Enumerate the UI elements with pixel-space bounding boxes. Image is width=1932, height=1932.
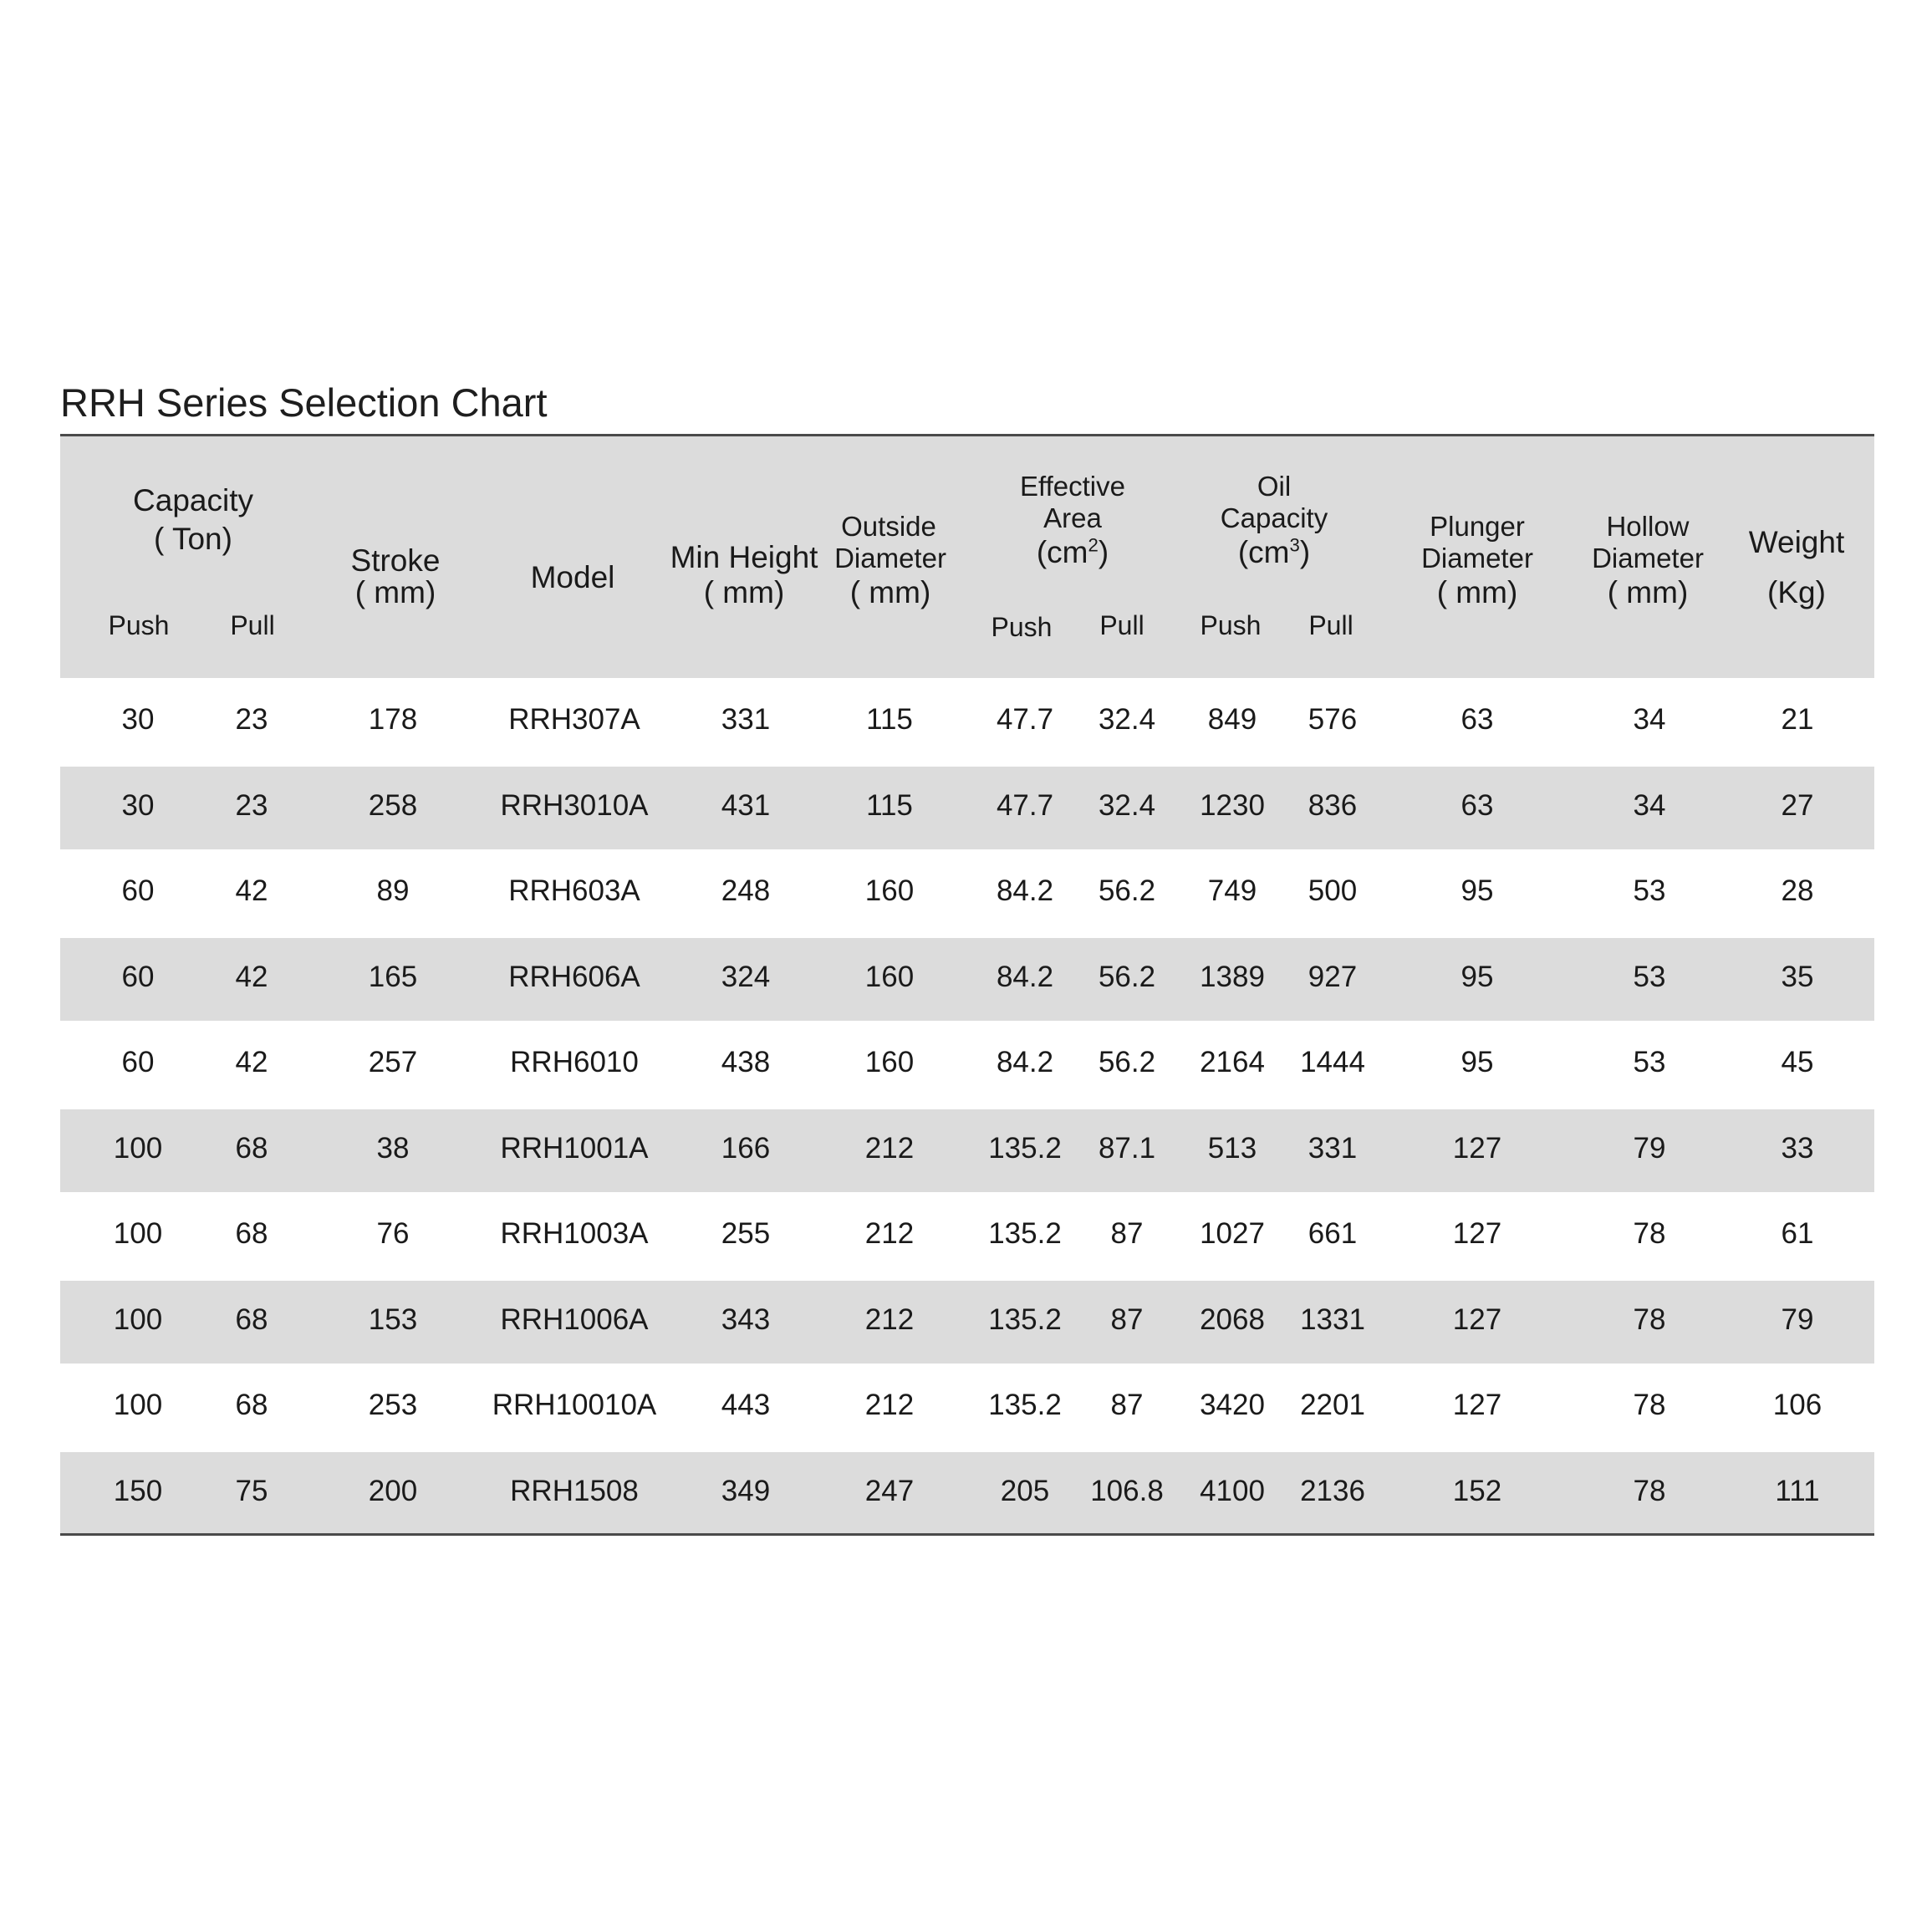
cell-area-push: 47.7: [996, 703, 1054, 736]
cell-area-push: 84.2: [996, 960, 1054, 993]
cell-outside: 115: [866, 703, 913, 736]
header-plunger: Plunger: [1430, 511, 1525, 542]
cell-oil-push: 1027: [1200, 1217, 1265, 1250]
cell-area-pull: 87: [1110, 1217, 1144, 1250]
cell-area-pull: 32.4: [1098, 788, 1156, 822]
cell-stroke: 178: [368, 703, 418, 736]
cell-model: RRH307A: [508, 703, 640, 736]
cell-min-height: 255: [721, 1217, 771, 1250]
cell-area-pull: 56.2: [1098, 1046, 1156, 1078]
cell-hollow: 78: [1633, 1389, 1666, 1421]
header-area-push: Push: [991, 612, 1053, 642]
table-row: [60, 1109, 1874, 1192]
cell-min-height: 331: [721, 703, 771, 736]
table-row: [60, 1021, 1874, 1107]
cell-stroke: 165: [368, 960, 418, 993]
cell-oil-push: 513: [1207, 1131, 1257, 1165]
cell-pull: 75: [235, 1474, 268, 1507]
cell-pull: 68: [235, 1217, 268, 1250]
header-capacity-unit: ( Ton): [154, 522, 232, 556]
table-header: [60, 436, 1874, 678]
cell-pull: 68: [235, 1302, 268, 1336]
cell-hollow: 78: [1633, 1302, 1666, 1336]
cell-oil-pull: 500: [1308, 874, 1358, 907]
cell-oil-push: 749: [1207, 874, 1257, 907]
cell-area-pull: 32.4: [1098, 703, 1156, 736]
header-capacity: Capacity: [133, 483, 253, 517]
cell-plunger: 95: [1460, 960, 1494, 993]
header-oil-push: Push: [1200, 610, 1262, 640]
cell-weight: 111: [1775, 1474, 1820, 1507]
cell-push: 150: [113, 1474, 163, 1507]
cell-oil-pull: 661: [1308, 1217, 1358, 1250]
cell-weight: 35: [1781, 960, 1814, 993]
cell-plunger: 127: [1452, 1389, 1502, 1421]
table-row: [60, 767, 1874, 849]
cell-pull: 42: [235, 874, 268, 907]
cell-area-push: 135.2: [988, 1217, 1062, 1250]
cell-weight: 33: [1781, 1131, 1814, 1165]
cell-plunger: 127: [1452, 1131, 1502, 1165]
cell-hollow: 78: [1633, 1474, 1666, 1507]
cell-oil-pull: 331: [1308, 1131, 1358, 1165]
cell-push: 100: [113, 1302, 163, 1336]
header-hollow-unit: ( mm): [1607, 575, 1689, 609]
cell-outside: 212: [864, 1217, 915, 1250]
cell-hollow: 34: [1633, 703, 1666, 736]
cell-outside: 160: [864, 1046, 915, 1078]
table-row: [60, 678, 1874, 764]
cell-area-pull: 56.2: [1098, 960, 1156, 993]
cell-area-pull: 87.1: [1098, 1131, 1156, 1165]
cell-area-pull: 87: [1110, 1302, 1144, 1336]
cell-push: 60: [121, 874, 155, 907]
cell-oil-push: 2068: [1200, 1302, 1265, 1336]
header-oil-unit: $(cm^3)$: [1237, 534, 1311, 569]
header-outside-diameter: Diameter: [834, 543, 946, 573]
cell-push: 60: [121, 960, 155, 993]
cell-weight: 21: [1781, 703, 1814, 736]
cell-stroke: 257: [368, 1046, 418, 1078]
cell-plunger: 127: [1452, 1217, 1502, 1250]
cell-oil-push: 4100: [1200, 1474, 1265, 1507]
cell-plunger: 127: [1452, 1302, 1502, 1336]
cell-outside: 247: [864, 1474, 915, 1507]
cell-push: 30: [121, 788, 155, 822]
cell-stroke: 153: [368, 1302, 418, 1336]
cell-model: RRH603A: [508, 874, 640, 907]
cell-oil-push: 1230: [1200, 788, 1265, 822]
cell-stroke: 258: [368, 788, 418, 822]
header-outside: Outside: [841, 511, 936, 542]
header-hollow: Hollow: [1606, 511, 1690, 542]
cell-oil-push: 2164: [1200, 1046, 1265, 1078]
cell-plunger: 63: [1460, 788, 1494, 822]
cell-area-push: 135.2: [988, 1131, 1062, 1165]
cell-weight: 79: [1781, 1302, 1814, 1336]
cell-weight: 106: [1772, 1389, 1822, 1421]
page-title: RRH Series Selection Chart: [60, 380, 548, 425]
cell-min-height: 443: [721, 1389, 771, 1421]
cell-pull: 23: [235, 788, 268, 822]
header-weight-unit: (Kg): [1767, 575, 1826, 609]
cell-push: 100: [113, 1389, 163, 1421]
cell-stroke: 76: [376, 1217, 410, 1250]
header-effective-unit: $(cm^2)$: [1036, 534, 1109, 569]
cell-model: RRH10010A: [492, 1389, 657, 1421]
cell-push: 60: [121, 1046, 155, 1078]
header-outside-unit: ( mm): [849, 575, 931, 609]
cell-outside: 212: [864, 1131, 915, 1165]
cell-min-height: 248: [721, 874, 771, 907]
cell-outside: 212: [864, 1302, 915, 1336]
header-stroke-unit: ( mm): [354, 575, 436, 609]
cell-oil-push: 1389: [1200, 960, 1265, 993]
header-hollow-diameter: Diameter: [1592, 543, 1704, 573]
cell-model: RRH1006A: [500, 1302, 649, 1336]
header-oil-capacity: Capacity: [1220, 502, 1328, 533]
cell-plunger: 63: [1460, 703, 1494, 736]
cell-hollow: 53: [1633, 1046, 1666, 1078]
header-min-height: Min Height: [670, 540, 818, 574]
cell-stroke: 89: [376, 874, 410, 907]
table-row: [60, 938, 1874, 1021]
header-oil-pull: Pull: [1308, 610, 1353, 640]
cell-oil-pull: 927: [1308, 960, 1358, 993]
cell-outside: 115: [866, 788, 913, 822]
header-capacity-push: Push: [108, 610, 170, 640]
cell-area-push: 205: [1000, 1474, 1050, 1507]
cell-plunger: 152: [1452, 1474, 1502, 1507]
cell-area-push: 135.2: [988, 1389, 1062, 1421]
table-bottom-rule: [60, 1533, 1874, 1536]
cell-hollow: 34: [1633, 788, 1666, 822]
cell-stroke: 200: [368, 1474, 418, 1507]
table-row: [60, 1452, 1874, 1535]
cell-oil-push: 3420: [1200, 1389, 1265, 1421]
cell-plunger: 95: [1460, 874, 1494, 907]
header-weight: Weight: [1748, 525, 1845, 559]
table-row: [60, 1364, 1874, 1450]
cell-model: RRH6010: [510, 1046, 639, 1078]
table-row: [60, 1192, 1874, 1278]
cell-outside: 160: [864, 960, 915, 993]
cell-outside: 212: [864, 1389, 915, 1421]
cell-hollow: 53: [1633, 960, 1666, 993]
cell-outside: 160: [864, 874, 915, 907]
header-stroke: Stroke: [350, 543, 441, 578]
cell-area-push: 135.2: [988, 1302, 1062, 1336]
cell-min-height: 349: [721, 1474, 771, 1507]
header-effective: Effective: [1020, 471, 1125, 502]
cell-model: RRH1001A: [500, 1131, 649, 1165]
cell-push: 30: [121, 703, 155, 736]
cell-oil-pull: 2201: [1300, 1389, 1365, 1421]
table-row: [60, 1281, 1874, 1364]
header-area-pull: Pull: [1099, 610, 1144, 640]
header-model: Model: [530, 560, 615, 594]
cell-area-pull: 56.2: [1098, 874, 1156, 907]
cell-oil-pull: 2136: [1300, 1474, 1365, 1507]
cell-hollow: 53: [1633, 874, 1666, 907]
cell-pull: 23: [235, 703, 268, 736]
cell-area-push: 84.2: [996, 874, 1054, 907]
cell-area-push: 84.2: [996, 1046, 1054, 1078]
header-capacity-pull: Pull: [230, 610, 275, 640]
cell-oil-pull: 1444: [1300, 1046, 1365, 1078]
header-oil: Oil: [1257, 471, 1292, 502]
cell-model: RRH1508: [510, 1474, 639, 1507]
cell-min-height: 343: [721, 1302, 771, 1336]
cell-oil-pull: 576: [1308, 703, 1358, 736]
cell-oil-push: 849: [1207, 703, 1257, 736]
cell-push: 100: [113, 1131, 163, 1165]
cell-min-height: 324: [721, 960, 771, 993]
cell-area-push: 47.7: [996, 788, 1054, 822]
cell-area-pull: 106.8: [1090, 1474, 1164, 1507]
cell-min-height: 438: [721, 1046, 771, 1078]
cell-hollow: 79: [1633, 1131, 1666, 1165]
header-plunger-diameter: Diameter: [1421, 543, 1533, 573]
cell-min-height: 166: [721, 1131, 771, 1165]
cell-push: 100: [113, 1217, 163, 1250]
cell-oil-pull: 1331: [1300, 1302, 1365, 1336]
cell-pull: 42: [235, 1046, 268, 1078]
cell-pull: 68: [235, 1389, 268, 1421]
header-min-height-unit: ( mm): [703, 575, 785, 609]
cell-pull: 68: [235, 1131, 268, 1165]
cell-model: RRH606A: [508, 960, 640, 993]
cell-area-pull: 87: [1110, 1389, 1144, 1421]
cell-min-height: 431: [721, 788, 771, 822]
cell-weight: 28: [1781, 874, 1814, 907]
cell-weight: 61: [1781, 1217, 1814, 1250]
cell-model: RRH1003A: [500, 1217, 649, 1250]
cell-pull: 42: [235, 960, 268, 993]
cell-stroke: 253: [368, 1389, 418, 1421]
cell-hollow: 78: [1633, 1217, 1666, 1250]
header-plunger-unit: ( mm): [1436, 575, 1518, 609]
cell-weight: 27: [1781, 788, 1814, 822]
cell-plunger: 95: [1460, 1046, 1494, 1078]
cell-stroke: 38: [376, 1131, 410, 1165]
cell-oil-pull: 836: [1308, 788, 1358, 822]
header-effective-area: Area: [1043, 502, 1102, 533]
table-row: [60, 849, 1874, 935]
cell-model: RRH3010A: [500, 788, 649, 822]
cell-weight: 45: [1781, 1046, 1814, 1078]
